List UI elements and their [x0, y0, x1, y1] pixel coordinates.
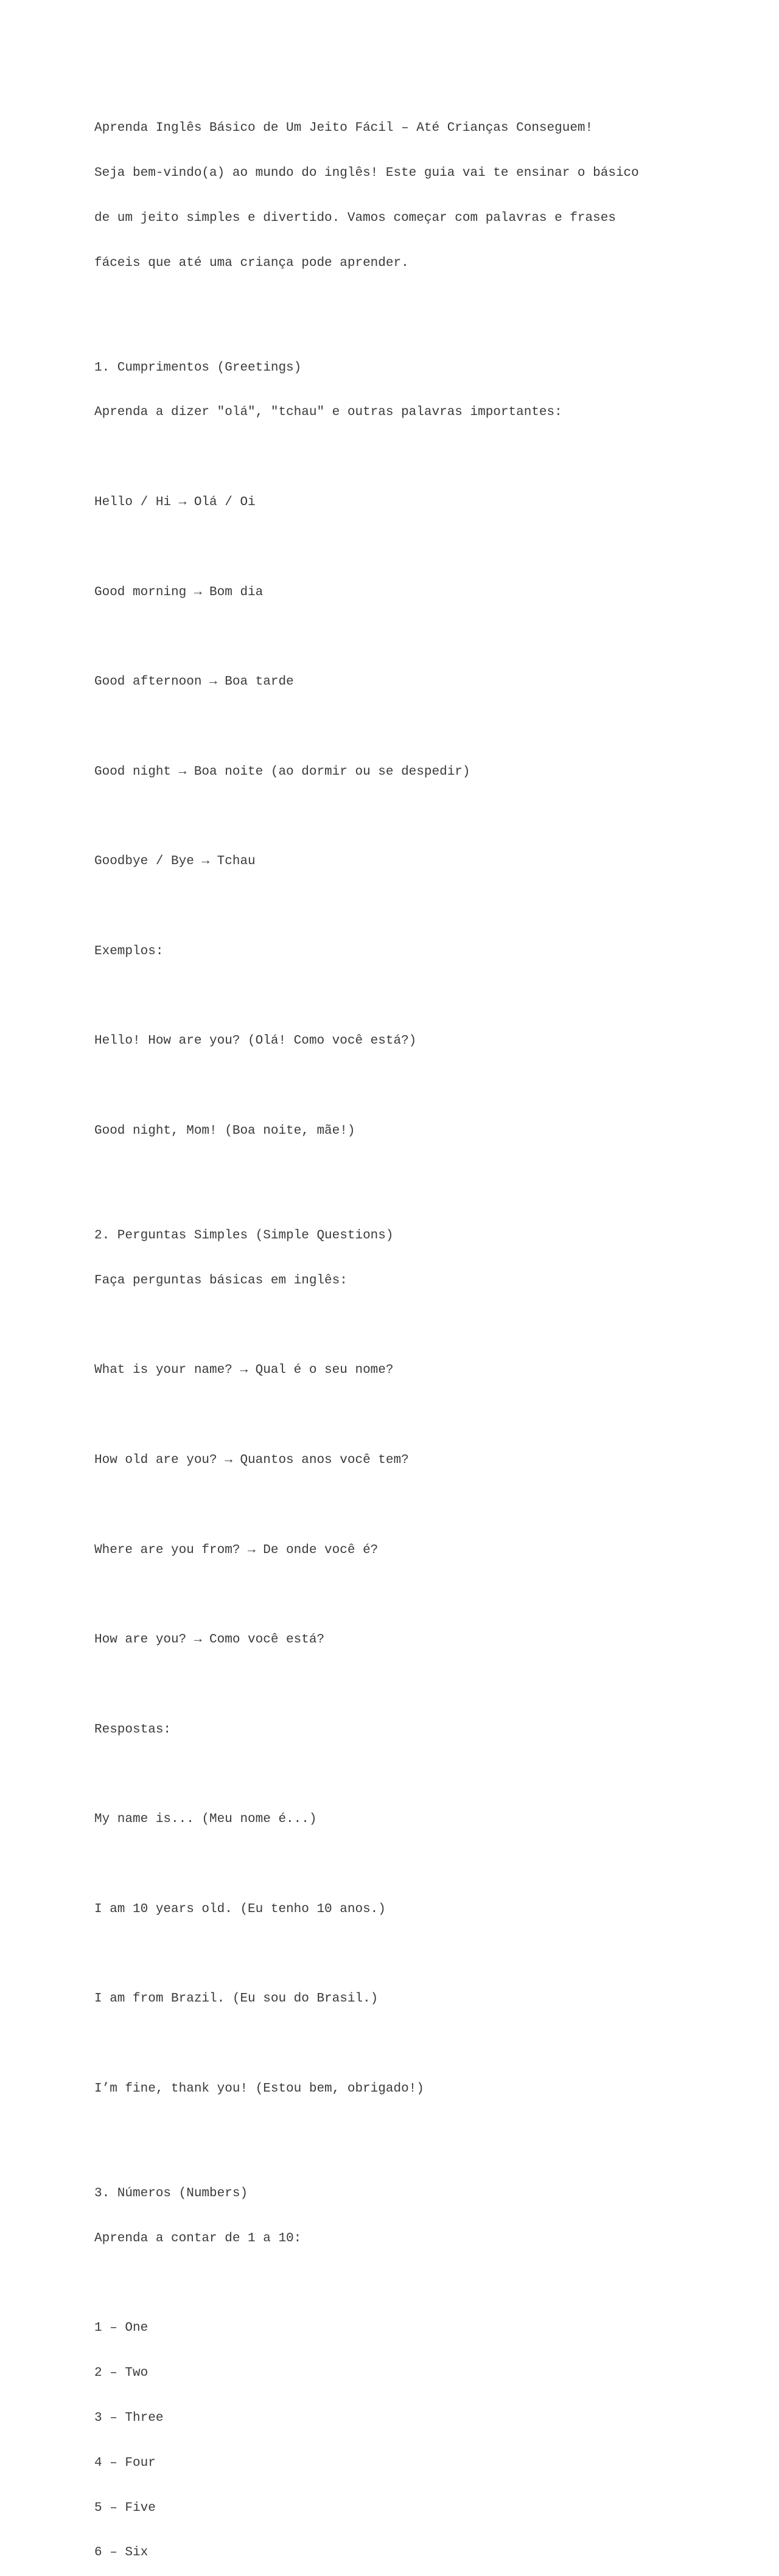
- answer-item: I’m fine, thank you! (Estou bem, obrigado!): [94, 2081, 424, 2096]
- spacer: [94, 1588, 703, 1603]
- spacer: [94, 1169, 703, 1184]
- answers-label: Respostas:: [94, 1722, 172, 1737]
- question-item: Where are you from? → De onde você é?: [94, 1543, 379, 1557]
- spacer: [94, 630, 703, 645]
- number-item: 2 – Two: [94, 2366, 148, 2381]
- number-item: 6 – Six: [94, 2546, 148, 2560]
- question-item: How old are you? → Quantos anos você tem?: [94, 1453, 409, 1468]
- section2-subheading: Faça perguntas básicas em inglês:: [94, 1273, 348, 1288]
- greeting-item: Good afternoon → Boa tarde: [94, 675, 294, 689]
- spacer: [94, 1498, 703, 1513]
- intro-line: fáceis que até uma criança pode aprender.: [94, 256, 409, 270]
- greeting-item: Hello / Hi → Olá / Oi: [94, 495, 256, 510]
- spacer: [94, 1079, 703, 1094]
- spacer: [94, 450, 703, 466]
- intro-line: Seja bem-vindo(a) ao mundo do inglês! Este guia vai te ensinar o básico: [94, 166, 639, 180]
- spacer: [94, 1768, 703, 1783]
- answer-item: I am from Brazil. (Eu sou do Brasil.): [94, 1992, 379, 2006]
- spacer: [94, 1408, 703, 1423]
- example-item: Good night, Mom! (Boa noite, mãe!): [94, 1123, 355, 1138]
- intro-line: de um jeito simples e divertido. Vamos começar com palavras e frases: [94, 211, 616, 225]
- greeting-item: Good night → Boa noite (ao dormir ou se despedir): [94, 764, 470, 779]
- spacer: [94, 2127, 703, 2142]
- section3-subheading: Aprenda a contar de 1 a 10:: [94, 2231, 302, 2246]
- answer-item: I am 10 years old. (Eu tenho 10 anos.): [94, 1902, 386, 1916]
- section3-heading: 3. Números (Numbers): [94, 2187, 248, 2201]
- spacer: [94, 1319, 703, 1334]
- number-item: 5 – Five: [94, 2501, 156, 2515]
- section1-subheading: Aprenda a dizer "olá", "tchau" e outras palavras importantes:: [94, 405, 562, 420]
- document-page: [94, 91, 703, 2576]
- question-item: What is your name? → Qual é o seu nome?: [94, 1363, 394, 1378]
- section2-heading: 2. Perguntas Simples (Simple Questions): [94, 1229, 394, 1243]
- spacer: [94, 899, 703, 915]
- number-item: 3 – Three: [94, 2411, 164, 2426]
- number-item: 1 – One: [94, 2321, 148, 2336]
- spacer: [94, 810, 703, 825]
- number-item: 4 – Four: [94, 2456, 156, 2470]
- document-title: Aprenda Inglês Básico de Um Jeito Fácil – Até Crianças Conseguem!: [94, 121, 593, 136]
- spacer: [94, 1947, 703, 1963]
- spacer: [94, 301, 703, 316]
- spacer: [94, 990, 703, 1005]
- spacer: [94, 540, 703, 556]
- spacer: [94, 1857, 703, 1873]
- greeting-item: Good morning → Bom dia: [94, 585, 264, 599]
- spacer: [94, 2037, 703, 2052]
- spacer: [94, 1678, 703, 1693]
- spacer: [94, 2277, 703, 2292]
- question-item: How are you? → Como você está?: [94, 1633, 325, 1647]
- example-item: Hello! How are you? (Olá! Como você está?): [94, 1034, 417, 1049]
- spacer: [94, 720, 703, 735]
- greeting-item: Goodbye / Bye → Tchau: [94, 854, 256, 869]
- answer-item: My name is... (Meu nome é...): [94, 1812, 317, 1827]
- section1-heading: 1. Cumprimentos (Greetings): [94, 360, 302, 375]
- examples-label: Exemplos:: [94, 944, 164, 958]
